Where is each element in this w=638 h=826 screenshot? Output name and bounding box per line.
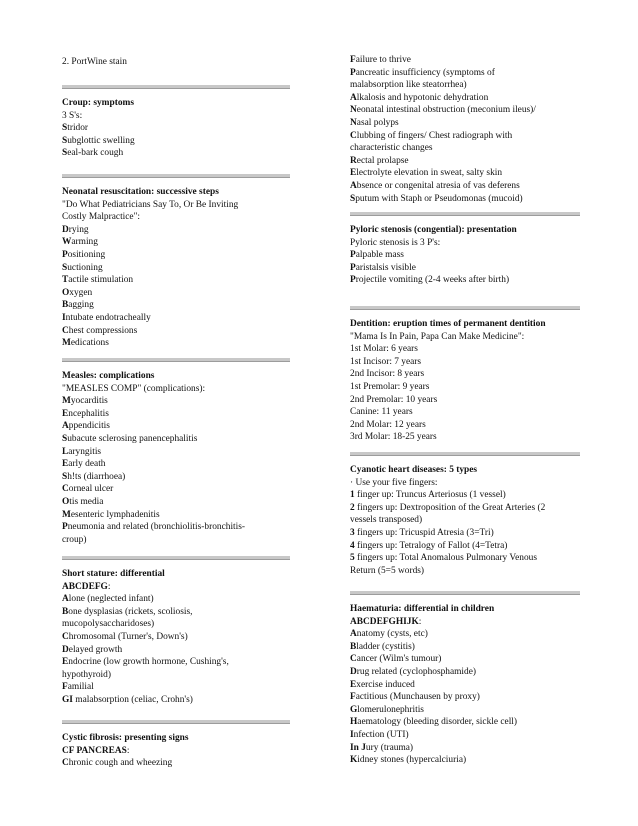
list-item-text: malabsorption (celiac, Crohn's): [72, 694, 193, 705]
list-item-text: ncephalitis: [68, 408, 109, 419]
section-title: Measles: complications: [62, 371, 155, 381]
list-item: [350, 54, 580, 67]
list-item: [62, 408, 290, 421]
list-item: [350, 527, 580, 540]
section-divider: [62, 556, 290, 560]
list-item-text: ppendicitis: [68, 421, 110, 432]
list-item-text: actile stimulation: [68, 275, 134, 286]
list-item-text: nfection (UTI): [353, 729, 409, 740]
list-item: [62, 274, 290, 287]
list-item-text: Return (5=5 words): [350, 565, 425, 576]
list-item: [350, 666, 580, 679]
list-item-text: "Mama Is In Pain, Papa Can Make Medicine":: [350, 331, 525, 342]
list-item: [350, 419, 580, 432]
list-item-key: S: [62, 135, 68, 146]
intro-text: [62, 56, 290, 69]
list-item: [62, 521, 290, 534]
list-item-text: :: [126, 745, 130, 756]
list-item-text: one dysplasias (rickets, scoliosis,: [68, 606, 193, 617]
list-item-text: vessels transposed): [350, 515, 423, 526]
list-item: [62, 224, 290, 237]
list-item: [350, 394, 580, 407]
section-lines: [62, 110, 290, 160]
section-lines: [350, 54, 580, 205]
list-item-key: P: [350, 275, 356, 286]
list-item-key: GI: [62, 694, 73, 705]
list-item: [350, 754, 580, 767]
list-item-text: 2nd Molar: 12 years: [350, 419, 426, 430]
list-item: [350, 193, 580, 206]
list-item: [350, 729, 580, 742]
list-item: [350, 237, 580, 250]
list-item-text: 3rd Molar: 18-25 years: [350, 432, 437, 443]
list-item: [62, 656, 290, 669]
list-item: [62, 249, 290, 262]
list-item-key: E: [350, 679, 357, 690]
list-item-text: agging: [68, 300, 94, 311]
list-item-key: D: [62, 644, 69, 655]
list-item: [350, 274, 580, 287]
list-item-key: N: [350, 105, 357, 116]
list-item: [350, 331, 580, 344]
list-item: [62, 618, 290, 631]
section-lines: [350, 237, 580, 287]
list-item-key: N: [350, 117, 357, 128]
list-item: [350, 641, 580, 654]
list-item-text: 3 S's:: [62, 110, 83, 121]
intro-line: 2. PortWine stain: [62, 57, 127, 67]
list-item-key: S: [62, 148, 68, 159]
list-item-key: A: [350, 92, 357, 103]
list-item: [350, 142, 580, 155]
list-item-key: I: [62, 312, 66, 323]
list-item: [350, 92, 580, 105]
list-item-key: M: [62, 338, 71, 349]
list-item-key: P: [350, 250, 356, 261]
section-cyanotic: [350, 452, 580, 577]
list-item-text: lubbing of fingers/ Chest radiograph with: [356, 130, 513, 141]
list-item: [62, 262, 290, 275]
list-item-text: malabsorption like steatorrhea): [350, 80, 467, 91]
list-item-key: C: [62, 484, 69, 495]
list-item-text: natomy (cysts, etc): [356, 629, 428, 640]
section-dentition: [350, 306, 580, 444]
section-divider: [62, 358, 290, 362]
list-item-text: characteristic changes: [350, 143, 433, 154]
list-item: [62, 299, 290, 312]
list-item: [350, 79, 580, 92]
list-item-text: amilial: [67, 682, 94, 693]
list-item-key: F: [350, 55, 356, 65]
list-item: [62, 644, 290, 657]
list-item-key: CF PANCREAS: [62, 745, 127, 756]
list-item-text: hest compressions: [68, 325, 138, 336]
list-item-text: finger up: Truncus Arteriosus (1 vessel): [354, 490, 506, 501]
list-item-text: "Do What Pediatricians Say To, Or Be Inviting: [62, 199, 239, 210]
list-item: [62, 312, 290, 325]
list-item-key: S: [62, 262, 68, 273]
section-lines: [350, 331, 580, 444]
section-divider: [350, 452, 580, 456]
list-item-key: ABCDEFG: [62, 581, 108, 592]
section-title: Dentition: eruption times of permanent dentition: [350, 319, 546, 329]
list-item: [350, 679, 580, 692]
list-item: [350, 565, 580, 578]
list-item-key: A: [62, 594, 69, 605]
list-item-key: A: [350, 629, 357, 640]
section-cystic-continued: [350, 54, 580, 205]
list-item-text: ectal prolapse: [356, 155, 409, 166]
list-item: [350, 616, 580, 629]
list-item-text: bsence or congenital atresia of vas deferens: [356, 180, 520, 191]
list-item-text: Costly Malpractice":: [62, 212, 141, 223]
list-item: [350, 628, 580, 641]
list-item: [62, 606, 290, 619]
list-item-text: arming: [71, 237, 98, 248]
list-item-text: uctioning: [67, 262, 103, 273]
list-item: [62, 509, 290, 522]
list-item-text: fingers up: Tetralogy of Fallot (4=Tetra): [354, 540, 508, 551]
list-item-text: rojectile vomiting (2-4 weeks after birth): [355, 275, 510, 286]
list-item-text: :: [107, 581, 111, 592]
list-item: [350, 155, 580, 168]
list-item-text: aematology (bleeding disorder, sickle cell): [357, 717, 518, 728]
list-item: [62, 211, 290, 224]
list-item: [350, 540, 580, 553]
list-item-text: esenteric lymphadenitis: [70, 509, 160, 520]
list-item-key: P: [350, 67, 356, 78]
list-item-text: ositioning: [67, 249, 106, 260]
list-item: [350, 406, 580, 419]
list-item-key: T: [62, 275, 69, 286]
list-item-text: hromosomal (Turner's, Down's): [68, 631, 188, 642]
section-lines: [350, 477, 580, 578]
list-item-text: asal polyps: [356, 117, 399, 128]
list-item-key: S: [62, 433, 68, 444]
list-item-text: arly death: [68, 459, 106, 470]
list-item-text: :: [418, 616, 422, 627]
section-lines: [62, 199, 290, 350]
list-item-key: C: [350, 130, 357, 141]
list-item-text: eal-bark cough: [67, 148, 124, 159]
list-item-key: M: [62, 509, 71, 520]
list-item: [350, 489, 580, 502]
list-item: [62, 681, 290, 694]
list-item: [62, 287, 290, 300]
list-item-key: E: [62, 657, 69, 668]
list-item-text: ntubate endotracheally: [65, 312, 151, 323]
list-item: [62, 631, 290, 644]
list-item-key: G: [350, 704, 358, 715]
list-item-key: In J: [350, 742, 366, 753]
list-item-text: "MEASLES COMP" (complications):: [62, 383, 206, 394]
section-pyloric: [350, 212, 580, 287]
section-divider: [62, 720, 290, 724]
list-item: [350, 502, 580, 515]
list-item-key: E: [62, 459, 69, 470]
section-croup: [62, 85, 290, 160]
section-lines: [350, 616, 580, 767]
list-item: [350, 552, 580, 565]
list-item: [350, 130, 580, 143]
list-item-text: h!ts (diarrhoea): [67, 471, 126, 482]
list-item-text: fingers up: Total Anomalous Pulmonary Venous: [354, 553, 538, 564]
list-item-text: rug related (cyclophosphamide): [356, 666, 477, 677]
list-item-key: A: [62, 421, 69, 432]
list-item-text: alpable mass: [355, 250, 404, 261]
section-divider: [350, 212, 580, 216]
list-item-key: O: [62, 287, 70, 298]
list-item-key: 4: [350, 540, 355, 551]
list-item-key: 5: [350, 553, 355, 564]
section-title: Short stature: differential: [62, 569, 165, 579]
section-lines: [62, 383, 290, 547]
list-item-key: S: [350, 193, 356, 204]
list-item-text: ndocrine (low growth hormone, Cushing's,: [68, 657, 229, 668]
section-title: Pyloric stenosis (congential): presentation: [350, 225, 517, 235]
section-divider: [350, 306, 580, 310]
list-item: [350, 356, 580, 369]
section-lines: [62, 745, 290, 770]
list-item-text: edications: [70, 338, 109, 349]
list-item-text: 2nd Incisor: 8 years: [350, 369, 425, 380]
list-item: [62, 236, 290, 249]
section-cystic: [62, 720, 290, 770]
list-item-key: 2: [350, 502, 355, 513]
list-item-text: tridor: [67, 123, 89, 134]
list-item-text: idney stones (hypercalciuria): [357, 755, 467, 766]
list-item-text: aristalsis visible: [355, 262, 416, 273]
list-item-text: 2nd Premolar: 10 years: [350, 394, 438, 405]
list-item-key: F: [350, 692, 356, 703]
list-item: [350, 716, 580, 729]
section-divider: [62, 174, 290, 178]
list-item: [62, 325, 290, 338]
list-item-key: 1: [350, 490, 355, 501]
list-item-text: ladder (cystitis): [356, 641, 415, 652]
section-title: Cystic fibrosis: presenting signs: [62, 733, 189, 743]
list-item-text: putum with Staph or Pseudomonas (mucoid): [355, 193, 523, 204]
list-item: [62, 420, 290, 433]
list-item: [62, 534, 290, 547]
list-item-text: mucopolysaccharidoses): [62, 619, 155, 630]
list-item: [350, 180, 580, 193]
list-item-key: I: [350, 729, 354, 740]
list-item-text: ury (trauma): [365, 742, 414, 753]
list-item-key: H: [350, 717, 358, 728]
list-item-key: D: [62, 224, 69, 235]
list-item-key: P: [350, 262, 356, 273]
list-item: [350, 653, 580, 666]
list-item-text: hypothyroid): [62, 669, 111, 680]
list-item-key: W: [62, 237, 72, 248]
list-item-text: lone (neglected infant): [68, 594, 154, 605]
list-item-text: · Use your five fingers:: [350, 477, 438, 488]
list-item: [350, 368, 580, 381]
list-item-text: fingers up: Tricuspid Atresia (3=Tri): [354, 527, 494, 538]
section-neonatal: [62, 174, 290, 350]
list-item-text: fingers up: Dextroposition of the Great Arteries (2: [354, 502, 546, 513]
section-title: Neonatal resuscitation: successive steps: [62, 187, 219, 197]
list-item-text: lomerulonephritis: [357, 704, 424, 715]
list-item: [350, 691, 580, 704]
list-item-key: E: [350, 168, 357, 179]
list-item-key: L: [62, 446, 69, 457]
list-item-key: M: [62, 396, 71, 407]
list-item-text: xygen: [69, 287, 93, 298]
list-item-key: F: [62, 682, 68, 693]
list-item-text: ubacute sclerosing panencephalitis: [67, 433, 198, 444]
list-item: [350, 742, 580, 755]
list-item-key: A: [350, 180, 357, 191]
list-item: [350, 262, 580, 275]
list-item-text: orneal ulcer: [68, 484, 114, 495]
list-item: [62, 593, 290, 606]
list-item: [350, 117, 580, 130]
list-item-key: E: [62, 408, 69, 419]
list-item-text: xercise induced: [356, 679, 415, 690]
list-item-key: C: [62, 325, 69, 336]
list-item: [62, 669, 290, 682]
section-stature: [62, 556, 290, 707]
list-item: [350, 381, 580, 394]
list-item: [350, 343, 580, 356]
list-item: [350, 249, 580, 262]
list-item: [62, 745, 290, 758]
list-item-text: tis media: [69, 496, 104, 507]
list-item-key: D: [350, 666, 357, 677]
list-item-text: ailure to thrive: [355, 55, 411, 65]
list-item: [350, 431, 580, 444]
list-item: [62, 433, 290, 446]
list-item-key: R: [350, 155, 357, 166]
list-item-key: 3: [350, 527, 355, 538]
list-item-text: eonatal intestinal obstruction (meconium ileus)/: [356, 105, 536, 116]
list-item-key: C: [62, 631, 69, 642]
list-item-text: ancer (Wilm's tumour): [356, 654, 442, 665]
list-item-text: 1st Incisor: 7 years: [350, 356, 422, 367]
section-haematuria: [350, 591, 580, 767]
list-item: [62, 581, 290, 594]
section-divider: [62, 85, 290, 89]
list-item: [350, 67, 580, 80]
list-item-text: ubglottic swelling: [67, 135, 135, 146]
list-item-key: B: [62, 300, 69, 311]
list-item-key: S: [62, 471, 68, 482]
list-item: [62, 383, 290, 396]
list-item-key: P: [62, 522, 68, 533]
list-item-text: Canine: 11 years: [350, 407, 413, 418]
list-item-text: 1st Molar: 6 years: [350, 344, 418, 355]
list-item: [62, 458, 290, 471]
list-item-text: 1st Premolar: 9 years: [350, 381, 430, 392]
list-item: [62, 395, 290, 408]
section-measles: [62, 358, 290, 546]
list-item-text: neumonia and related (bronchiolitis-bronchitis-: [67, 522, 246, 533]
list-item-key: S: [62, 123, 68, 134]
list-item-text: yocarditis: [70, 396, 108, 407]
list-item-text: Pyloric stenosis is 3 P's:: [350, 237, 441, 248]
list-item-text: lkalosis and hypotonic dehydration: [356, 92, 489, 103]
list-item-key: B: [350, 641, 357, 652]
list-item: [62, 483, 290, 496]
list-item: [62, 135, 290, 148]
list-item: [62, 446, 290, 459]
list-item: [62, 471, 290, 484]
list-item-key: O: [62, 496, 70, 507]
list-item-key: B: [62, 606, 69, 617]
list-item-text: ancreatic insufficiency (symptoms of: [355, 67, 495, 78]
list-item: [350, 704, 580, 717]
list-item-key: P: [62, 249, 68, 260]
list-item-text: elayed growth: [68, 644, 123, 655]
list-item-key: K: [350, 755, 358, 766]
list-item-text: croup): [62, 534, 87, 545]
list-item: [62, 694, 290, 707]
list-item-text: lectrolyte elevation in sweat, salty skin: [356, 168, 503, 179]
list-item: [62, 122, 290, 135]
list-item: [62, 110, 290, 123]
section-title: Cyanotic heart diseases: 5 types: [350, 465, 478, 475]
list-item: [350, 514, 580, 527]
section-title: Haematuria: differential in children: [350, 604, 495, 614]
list-item: [62, 337, 290, 350]
list-item: [62, 757, 290, 770]
list-item: [62, 199, 290, 212]
list-item-key: ABCDEFGHIJK: [350, 616, 419, 627]
list-item-text: actitious (Munchausen by proxy): [355, 692, 480, 703]
list-item-key: C: [62, 758, 69, 769]
list-item-key: C: [350, 654, 357, 665]
list-item-text: hronic cough and wheezing: [68, 758, 173, 769]
section-lines: [62, 581, 290, 707]
list-item: [350, 167, 580, 180]
list-item: [350, 104, 580, 117]
list-item: [62, 496, 290, 509]
list-item-text: rying: [68, 224, 89, 235]
section-title: Croup: symptoms: [62, 98, 134, 108]
section-divider: [350, 591, 580, 595]
list-item-text: aryngitis: [68, 446, 102, 457]
list-item: [350, 477, 580, 490]
list-item: [62, 147, 290, 160]
